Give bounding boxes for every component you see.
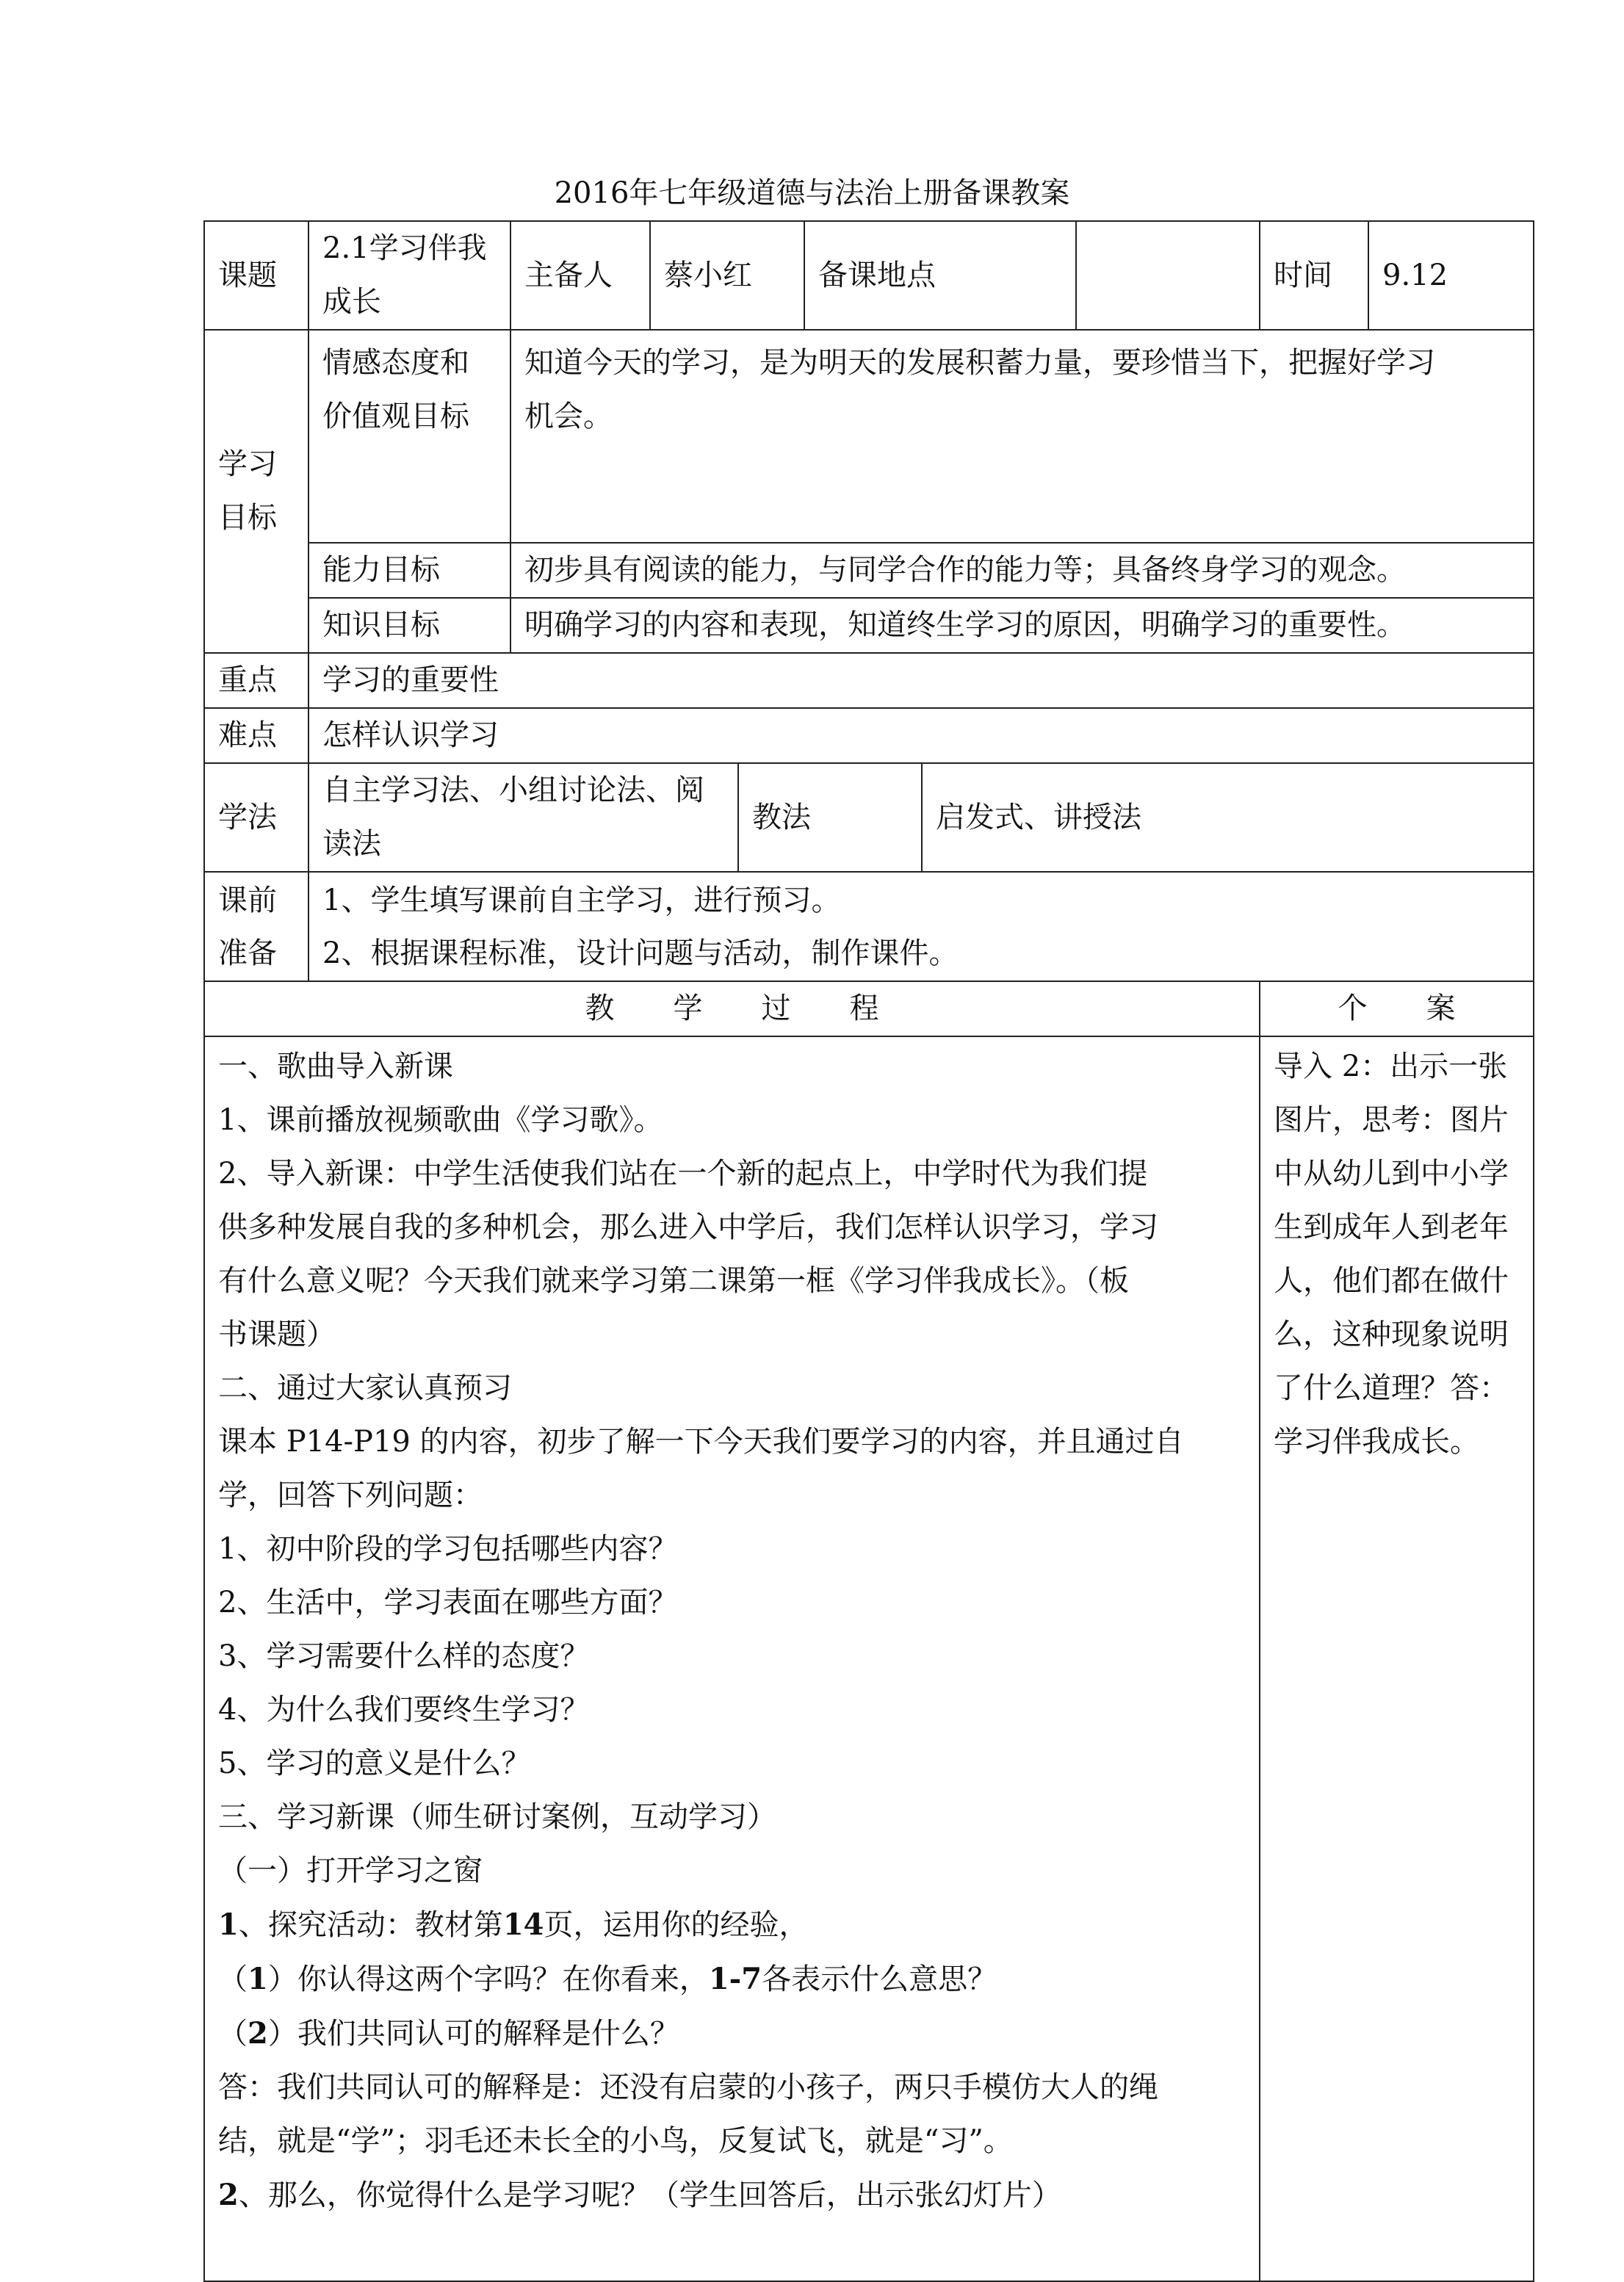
process-line: （1）你认得这两个字吗？在你看来，1-7各表示什么意思？	[218, 1962, 997, 1996]
case-note-line: 导入 2：出示一张	[1274, 1050, 1508, 1083]
process-line: 一、歌曲导入新课	[218, 1050, 453, 1083]
process-line: 学，回答下列问题：	[218, 1478, 483, 1512]
objective-ability-row	[204, 543, 1534, 598]
prep-content: 1、学生填写课前自主学习，进行预习。 2、根据课程标准，设计问题与活动，制作课件。	[308, 872, 1534, 981]
process-line: （一）打开学习之窗	[218, 1854, 483, 1888]
place-label: 备课地点	[804, 221, 1076, 330]
objective-knowledge-row	[204, 598, 1534, 653]
process-line: 二、通过大家认真预习	[218, 1371, 512, 1405]
case-note-line: 学习伴我成长。	[1274, 1425, 1479, 1459]
page-title: 2016年七年级道德与法治上册备课教案	[554, 176, 1070, 210]
case-note-line: 人，他们都在做什	[1274, 1264, 1509, 1298]
case-note-line: 了什么道理？答：	[1274, 1371, 1509, 1405]
difficulty-label: 难点	[204, 708, 308, 763]
process-line: 书课题）	[218, 1318, 336, 1351]
process-line: 2、生活中，学习表面在哪些方面？	[218, 1586, 678, 1620]
objective-emotion-row	[204, 330, 1534, 543]
time-label: 时间	[1260, 221, 1368, 330]
case-note-line: 图片，思考：图片	[1274, 1103, 1509, 1137]
method-row	[204, 763, 1534, 872]
process-line: 有什么意义呢？今天我们就来学习第二课第一框《学习伴我成长》。（板	[218, 1264, 1129, 1298]
process-line: 4、为什么我们要终生学习？	[218, 1693, 590, 1727]
key-point-label: 重点	[204, 653, 308, 708]
case-note	[1260, 1036, 1534, 2281]
process-line: 3、学习需要什么样的态度？	[218, 1639, 590, 1673]
process-line: 课本 P14-P19 的内容，初步了解一下今天我们要学习的内容，并且通过自	[218, 1425, 1184, 1459]
emotion-label: 情感态度和 价值观目标	[308, 330, 510, 543]
time-value: 9.12	[1368, 221, 1534, 330]
process-line: 5、学习的意义是什么？	[218, 1747, 531, 1780]
process-line: 供多种发展自我的多种机会，那么进入中学后，我们怎样认识学习，学习	[218, 1210, 1158, 1244]
key-point-row	[204, 653, 1534, 708]
ability-goal: 初步具有阅读的能力，与同学合作的能力等；具备终身学习的观念。	[510, 543, 1534, 598]
case-note-line: 么，这种现象说明	[1274, 1318, 1509, 1351]
difficulty-value: 怎样认识学习	[308, 708, 1534, 763]
process-line: 1、探究活动：教材第14页，运用你的经验，	[218, 1907, 809, 1942]
process-line: 1、课前播放视频歌曲《学习歌》。	[218, 1103, 663, 1137]
teaching-value: 启发式、讲授法	[922, 763, 1534, 872]
header-row	[204, 221, 1534, 330]
process-line: 2、导入新课：中学生活使我们站在一个新的起点上，中学时代为我们提	[218, 1157, 1148, 1191]
lead-label: 主备人	[510, 221, 650, 330]
process-header: 教 学 过 程	[204, 981, 1260, 1036]
process-content	[204, 1036, 1260, 2281]
topic-label: 课题	[204, 221, 308, 330]
case-note-line: 生到成年人到老年	[1274, 1210, 1509, 1244]
process-header-row	[204, 981, 1534, 1036]
knowledge-label: 知识目标	[308, 598, 510, 653]
process-line: 2、那么，你觉得什么是学习呢？（学生回答后，出示张幻灯片）	[218, 2178, 1061, 2212]
process-line: 三、学习新课（师生研讨案例，互动学习）	[218, 1800, 776, 1834]
key-point-value: 学习的重要性	[308, 653, 1534, 708]
emotion-goal: 知道今天的学习，是为明天的发展积蓄力量，要珍惜当下，把握好学习 机会。	[510, 330, 1534, 543]
difficulty-row	[204, 708, 1534, 763]
method-value: 自主学习法、小组讨论法、阅读法	[308, 763, 738, 872]
knowledge-goal: 明确学习的内容和表现，知道终生学习的原因，明确学习的重要性。	[510, 598, 1534, 653]
process-body-row	[204, 1036, 1534, 2281]
prep-label: 课前 准备	[204, 872, 308, 981]
case-header: 个 案	[1260, 981, 1534, 1036]
process-line: 1、初中阶段的学习包括哪些内容？	[218, 1532, 678, 1566]
ability-label: 能力目标	[308, 543, 510, 598]
lesson-plan-table	[203, 220, 1534, 2282]
case-note-line: 中从幼儿到中小学	[1274, 1157, 1509, 1191]
process-line: 答：我们共同认可的解释是：还没有启蒙的小孩子，两只手模仿大人的绳	[218, 2070, 1158, 2104]
teaching-label: 教法	[738, 763, 922, 872]
process-line: 结，就是“学”；羽毛还未长全的小鸟，反复试飞，就是“习”。	[218, 2124, 1013, 2158]
method-label: 学法	[204, 763, 308, 872]
objectives-label: 学习 目标	[204, 330, 308, 653]
place-value	[1076, 221, 1260, 330]
prep-row	[204, 872, 1534, 981]
topic-value: 2.1学习伴我成长	[308, 221, 510, 330]
process-line: （2）我们共同认可的解释是什么？	[218, 2016, 679, 2051]
lead-value: 蔡小红	[650, 221, 804, 330]
